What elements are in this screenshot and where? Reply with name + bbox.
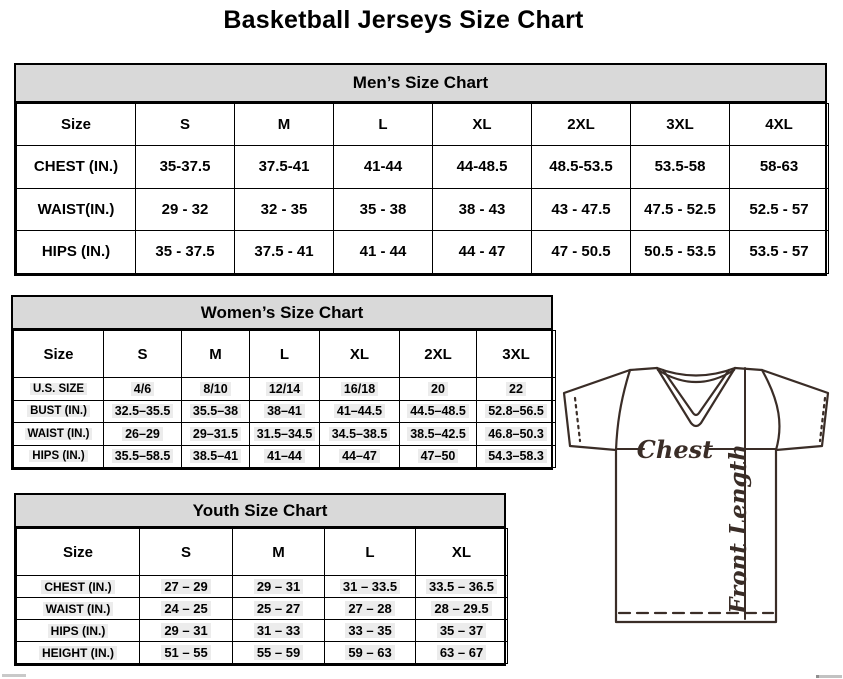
size-value-cell	[433, 188, 532, 231]
table-row	[17, 146, 829, 189]
size-value-cell-text: 22	[506, 382, 526, 396]
size-value-cell-text: 33.5 – 36.5	[426, 579, 497, 594]
size-value-cell-text: 31 – 33	[254, 623, 303, 638]
size-value-cell	[416, 620, 508, 642]
size-value-cell	[334, 188, 433, 231]
size-value-cell	[250, 400, 320, 423]
size-value-cell-text: 51 – 55	[161, 645, 210, 660]
size-value-cell-text: 31 – 33.5	[340, 579, 400, 594]
size-value-cell-text: 37.5 - 41	[254, 243, 314, 261]
size-value-cell	[235, 146, 334, 189]
size-value-cell-text: 31.5–34.5	[254, 427, 316, 441]
size-value-cell-text: 35-37.5	[159, 158, 211, 176]
size-header-row	[17, 104, 829, 146]
row-label-text: WAIST (IN.)	[43, 602, 114, 616]
chest-label: Chest	[636, 435, 714, 464]
gray-handle-bottom-right	[819, 675, 842, 678]
size-value-cell	[233, 598, 325, 620]
size-value-cell-text: 38.5–42.5	[407, 427, 469, 441]
size-value-cell	[136, 188, 235, 231]
table-row	[14, 445, 556, 468]
row-label-text: HIPS (IN.)	[29, 450, 87, 462]
size-value-cell-text: 53.5-58	[654, 158, 706, 176]
size-value-cell	[233, 620, 325, 642]
mens-size-table	[16, 103, 829, 274]
size-value-cell-text: 27 – 29	[161, 579, 210, 594]
mens-chart-title: Men’s Size Chart	[16, 65, 825, 103]
size-value-cell-text: 58-63	[759, 158, 799, 176]
size-value-cell	[104, 423, 182, 446]
size-value-cell-text: 33 – 35	[345, 623, 394, 638]
size-value-cell	[250, 445, 320, 468]
size-value-cell	[235, 188, 334, 231]
womens-size-table	[13, 330, 556, 468]
size-value-cell	[182, 445, 250, 468]
row-label	[17, 642, 140, 664]
size-value-cell	[400, 400, 477, 423]
row-label-text: HIPS (IN.)	[48, 624, 109, 638]
size-value-cell	[140, 620, 233, 642]
size-header-row	[17, 529, 508, 576]
page-title: Basketball Jerseys Size Chart	[223, 6, 584, 34]
womens-chart-title: Women’s Size Chart	[13, 297, 551, 330]
size-value-cell	[320, 378, 400, 401]
column-header-xl: XL	[416, 529, 508, 576]
column-header-size: Size	[17, 104, 136, 146]
size-value-cell	[320, 445, 400, 468]
size-value-cell	[250, 378, 320, 401]
column-header-size: Size	[17, 529, 140, 576]
left-armhole-seam	[616, 370, 630, 450]
gray-handle-bottom-left	[2, 674, 26, 677]
row-label	[17, 598, 140, 620]
size-value-cell	[532, 146, 631, 189]
row-label-text: WAIST(IN.)	[37, 200, 115, 218]
size-value-cell	[325, 642, 416, 664]
size-value-cell-text: 37.5-41	[258, 158, 310, 176]
row-label-text: CHEST (IN.)	[33, 158, 119, 176]
size-value-cell	[136, 146, 235, 189]
size-value-cell	[477, 378, 556, 401]
column-header-xl: XL	[320, 331, 400, 378]
row-label-text: U.S. SIZE	[30, 383, 87, 395]
size-value-cell	[400, 423, 477, 446]
column-header-s: S	[104, 331, 182, 378]
size-value-cell	[104, 378, 182, 401]
size-value-cell	[233, 642, 325, 664]
size-value-cell-text: 44 - 47	[458, 243, 506, 261]
size-value-cell-text: 38 - 43	[458, 200, 506, 218]
table-row	[17, 642, 508, 664]
row-label	[14, 445, 104, 468]
size-value-cell-text: 4/6	[131, 382, 154, 396]
size-value-cell	[416, 576, 508, 598]
size-value-cell-text: 32.5–35.5	[112, 404, 174, 418]
size-value-cell-text: 52.8–56.5	[485, 404, 547, 418]
size-value-cell	[104, 445, 182, 468]
size-value-cell	[182, 400, 250, 423]
size-value-cell	[532, 188, 631, 231]
front-length-label: Front Length	[725, 444, 752, 614]
collar-arc-outer	[657, 368, 735, 376]
row-label-text: WAIST (IN.)	[25, 428, 93, 440]
size-value-cell	[320, 400, 400, 423]
row-label	[17, 231, 136, 274]
column-header-3xl: 3XL	[631, 104, 730, 146]
size-value-cell	[250, 423, 320, 446]
size-value-cell-text: 8/10	[200, 382, 230, 396]
size-value-cell	[477, 445, 556, 468]
size-value-cell	[433, 146, 532, 189]
size-value-cell-text: 12/14	[266, 382, 303, 396]
size-value-cell	[140, 598, 233, 620]
size-value-cell	[433, 231, 532, 274]
size-value-cell-text: 27 – 28	[345, 601, 394, 616]
size-value-cell-text: 43 - 47.5	[551, 200, 611, 218]
row-label	[14, 378, 104, 401]
size-value-cell-text: 48.5-53.5	[549, 158, 613, 176]
mens-size-chart	[14, 63, 827, 276]
column-header-4xl: 4XL	[730, 104, 829, 146]
row-label	[14, 423, 104, 446]
size-value-cell	[235, 231, 334, 274]
row-label	[17, 188, 136, 231]
column-header-m: M	[235, 104, 334, 146]
column-header-m: M	[233, 529, 325, 576]
table-row	[14, 378, 556, 401]
size-value-cell	[325, 576, 416, 598]
size-value-cell-text: 29 – 31	[161, 623, 210, 638]
youth-chart-title: Youth Size Chart	[16, 495, 504, 528]
size-value-cell	[140, 642, 233, 664]
size-value-cell-text: 24 – 25	[161, 601, 210, 616]
womens-size-chart	[11, 295, 553, 470]
youth-size-table	[16, 528, 508, 664]
column-header-xl: XL	[433, 104, 532, 146]
size-value-cell	[104, 400, 182, 423]
size-value-cell-text: 54.3–58.3	[485, 449, 547, 463]
row-label	[17, 620, 140, 642]
size-value-cell-text: 25 – 27	[254, 601, 303, 616]
size-value-cell	[730, 188, 829, 231]
right-armhole-seam	[762, 370, 779, 450]
size-value-cell	[334, 231, 433, 274]
column-header-2xl: 2XL	[400, 331, 477, 378]
column-header-s: S	[140, 529, 233, 576]
row-label	[17, 146, 136, 189]
size-value-cell-text: 47–50	[418, 449, 459, 463]
size-value-cell	[325, 598, 416, 620]
row-label-text: HEIGHT (IN.)	[39, 646, 117, 660]
table-row	[17, 598, 508, 620]
size-value-cell	[631, 188, 730, 231]
size-value-cell	[400, 378, 477, 401]
row-label-text: BUST (IN.)	[27, 405, 90, 417]
size-value-cell-text: 47 - 50.5	[551, 243, 611, 261]
table-row	[17, 231, 829, 274]
size-value-cell	[730, 146, 829, 189]
size-value-cell-text: 32 - 35	[260, 200, 308, 218]
size-value-cell-text: 55 – 59	[254, 645, 303, 660]
column-header-l: L	[325, 529, 416, 576]
size-value-cell-text: 16/18	[341, 382, 378, 396]
size-value-cell-text: 28 – 29.5	[431, 601, 491, 616]
size-value-cell	[233, 576, 325, 598]
size-value-cell-text: 20	[428, 382, 448, 396]
size-value-cell-text: 38.5–41	[190, 449, 241, 463]
size-value-cell-text: 52.5 - 57	[749, 200, 809, 218]
size-value-cell-text: 44.5–48.5	[407, 404, 469, 418]
size-value-cell-text: 34.5–38.5	[329, 427, 391, 441]
table-row	[17, 576, 508, 598]
size-value-cell-text: 38–41	[264, 404, 305, 418]
column-header-size: Size	[14, 331, 104, 378]
size-value-cell-text: 59 – 63	[345, 645, 394, 660]
size-value-cell-text: 29 – 31	[254, 579, 303, 594]
size-value-cell	[477, 400, 556, 423]
table-row	[17, 188, 829, 231]
row-label	[14, 400, 104, 423]
size-value-cell	[477, 423, 556, 446]
size-value-cell-text: 35.5–58.5	[112, 449, 174, 463]
size-value-cell	[325, 620, 416, 642]
table-row	[14, 423, 556, 446]
row-label-text: CHEST (IN.)	[41, 580, 114, 594]
size-value-cell	[182, 378, 250, 401]
size-value-cell	[631, 146, 730, 189]
size-value-cell	[320, 423, 400, 446]
column-header-l: L	[334, 104, 433, 146]
row-label	[17, 576, 140, 598]
size-value-cell-text: 44-48.5	[456, 158, 508, 176]
size-value-cell-text: 41-44	[363, 158, 403, 176]
jersey-outline	[564, 368, 828, 622]
size-value-cell-text: 35 - 37.5	[155, 243, 215, 261]
column-header-l: L	[250, 331, 320, 378]
column-header-s: S	[136, 104, 235, 146]
size-value-cell-text: 35 – 37	[437, 623, 486, 638]
size-value-cell	[416, 642, 508, 664]
size-value-cell-text: 29–31.5	[190, 427, 241, 441]
size-value-cell-text: 53.5 - 57	[749, 243, 809, 261]
column-header-m: M	[182, 331, 250, 378]
size-value-cell	[334, 146, 433, 189]
size-value-cell-text: 35 - 38	[359, 200, 407, 218]
row-label-text: HIPS (IN.)	[41, 243, 111, 261]
size-value-cell-text: 29 - 32	[161, 200, 209, 218]
size-value-cell	[730, 231, 829, 274]
youth-size-chart	[14, 493, 506, 666]
jersey-measurement-diagram	[556, 362, 843, 662]
size-value-cell-text: 50.5 - 53.5	[644, 243, 716, 261]
size-value-cell	[136, 231, 235, 274]
table-row	[17, 620, 508, 642]
size-value-cell-text: 44–47	[339, 449, 380, 463]
size-header-row	[14, 331, 556, 378]
column-header-2xl: 2XL	[532, 104, 631, 146]
size-value-cell	[631, 231, 730, 274]
size-value-cell-text: 41–44.5	[334, 404, 385, 418]
size-value-cell-text: 47.5 - 52.5	[644, 200, 716, 218]
size-value-cell-text: 46.8–50.3	[485, 427, 547, 441]
size-value-cell-text: 41–44	[264, 449, 305, 463]
left-cuff-stitch-dashed	[575, 398, 580, 441]
size-value-cell	[140, 576, 233, 598]
size-value-cell	[416, 598, 508, 620]
size-value-cell-text: 41 - 44	[359, 243, 407, 261]
column-header-3xl: 3XL	[477, 331, 556, 378]
size-value-cell	[532, 231, 631, 274]
size-value-cell	[182, 423, 250, 446]
size-value-cell-text: 63 – 67	[437, 645, 486, 660]
size-value-cell-text: 26–29	[122, 427, 163, 441]
size-value-cell	[400, 445, 477, 468]
table-row	[14, 400, 556, 423]
size-value-cell-text: 35.5–38	[190, 404, 241, 418]
